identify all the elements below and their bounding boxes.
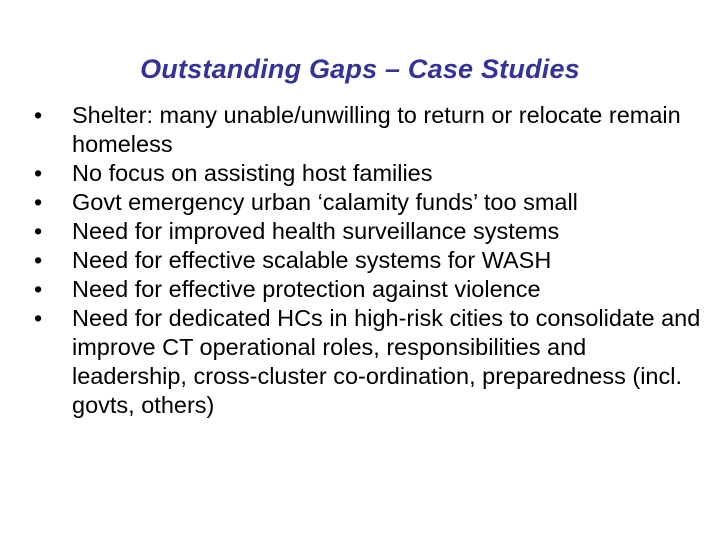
bullet-marker: • — [34, 247, 43, 273]
bullet-item-dedicated-hcs — [34, 304, 706, 420]
bullet-text: Need for effective protection against violence — [72, 276, 541, 302]
bullet-marker: • — [34, 102, 43, 128]
bullet-marker: • — [34, 160, 43, 186]
bullet-text: Need for dedicated HCs in high-risk cities to consolidate and improve CT operational roles, responsibilities and leadership, cross-cluster co-ordination, preparedness (incl. govts, others) — [72, 305, 701, 418]
bullet-text: Need for improved health surveillance systems — [72, 218, 560, 244]
bullet-marker: • — [34, 305, 43, 331]
bullet-text: Need for effective scalable systems for WASH — [72, 247, 552, 273]
bullet-marker: • — [34, 189, 43, 215]
bullet-text: Shelter: many unable/unwilling to return or relocate remain homeless — [72, 102, 681, 157]
slide-title: Outstanding Gaps – Case Studies — [140, 54, 580, 84]
bullet-list — [34, 101, 706, 420]
bullet-marker: • — [34, 276, 43, 302]
bullet-item-calamity-funds — [34, 188, 706, 217]
bullet-item-wash — [34, 246, 706, 275]
bullet-item-shelter — [34, 101, 706, 159]
bullet-item-health-surveillance — [34, 217, 706, 246]
bullet-marker: • — [34, 218, 43, 244]
bullet-item-host-families — [34, 159, 706, 188]
bullet-item-protection — [34, 275, 706, 304]
bullet-text: No focus on assisting host families — [72, 160, 433, 186]
bullet-text: Govt emergency urban ‘calamity funds’ too small — [72, 189, 578, 215]
